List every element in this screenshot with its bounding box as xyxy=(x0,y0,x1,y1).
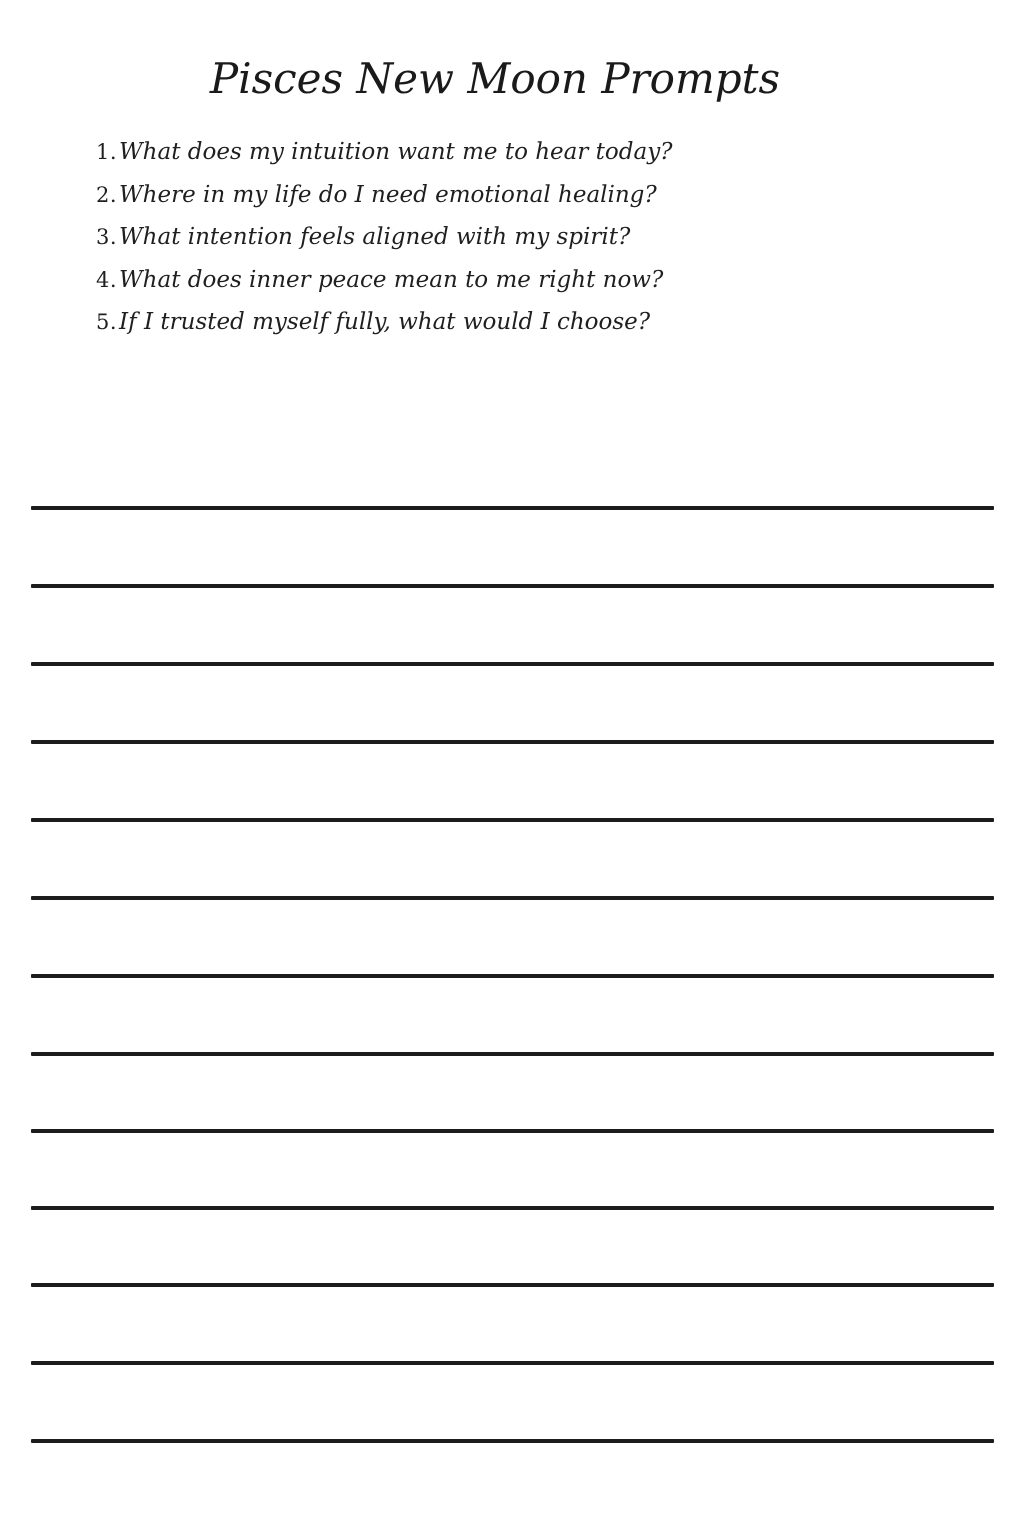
prompt-number: 5. xyxy=(96,310,118,334)
prompt-number: 4. xyxy=(96,267,118,292)
prompt-text: What does my intuition want me to hear today? xyxy=(119,139,673,165)
prompt-text: Where in my life do I need emotional healing? xyxy=(119,181,657,208)
writing-line xyxy=(31,662,994,666)
writing-line xyxy=(31,740,994,744)
writing-line xyxy=(31,506,994,510)
prompt-number: 1. xyxy=(96,140,118,164)
writing-line xyxy=(31,1361,994,1365)
prompt-text: If I trusted myself fully, what would I choose? xyxy=(119,309,651,335)
prompt-text: What intention feels aligned with my spirit? xyxy=(119,224,631,250)
writing-line xyxy=(31,974,994,978)
writing-line xyxy=(31,1206,994,1210)
writing-line xyxy=(31,818,994,822)
writing-line xyxy=(31,584,994,588)
writing-line xyxy=(31,896,994,900)
writing-line xyxy=(31,1439,994,1443)
writing-lines xyxy=(31,0,994,1536)
writing-line xyxy=(31,1052,994,1056)
prompt-number: 2. xyxy=(96,182,118,207)
page-title: Pisces New Moon Prompts xyxy=(209,54,781,103)
writing-line xyxy=(31,1129,994,1133)
prompt-number: 3. xyxy=(96,225,118,249)
writing-line xyxy=(31,1283,994,1287)
prompt-text: What does inner peace mean to me right now? xyxy=(119,266,664,293)
